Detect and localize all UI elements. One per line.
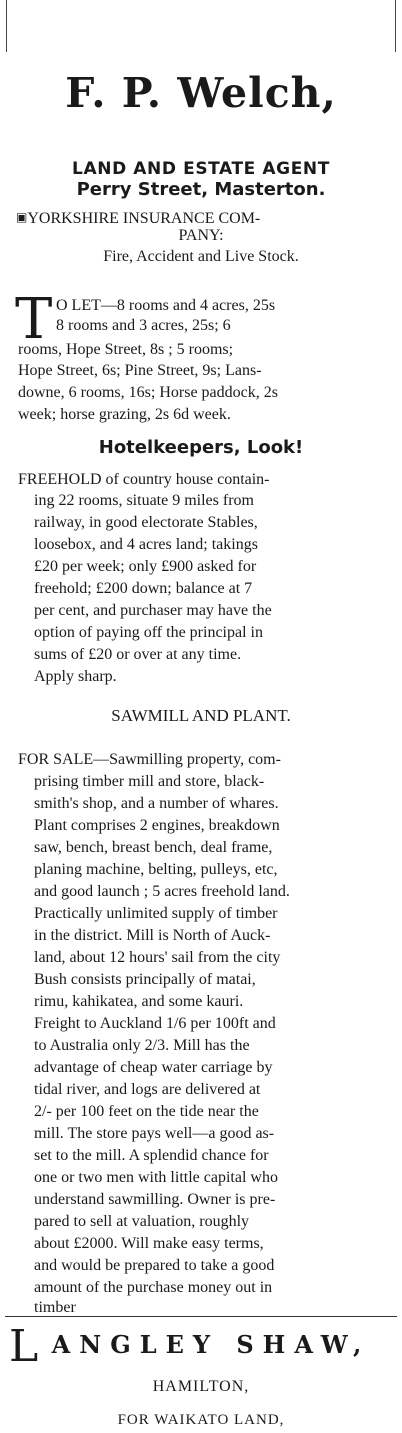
sawmill-line: Plant comprises 2 engines, breakdown bbox=[34, 817, 280, 834]
hotel-line: sums of £20 or over at any time. bbox=[34, 646, 242, 663]
langley-drop-cap: L bbox=[9, 1321, 39, 1372]
section-divider bbox=[5, 1316, 397, 1317]
sawmill-line: pared to sell at valuation, roughly bbox=[34, 1213, 250, 1230]
agent-address: Perry Street, Masterton. bbox=[76, 179, 326, 200]
sawmill-line: rimu, kahikatea, and some kauri. bbox=[34, 993, 244, 1010]
sawmill-line: timber bbox=[34, 1299, 76, 1316]
to-let-line: rooms, Hope Street, 8s ; 5 rooms; bbox=[18, 341, 234, 358]
sawmill-line: Bush consists principally of matai, bbox=[34, 971, 256, 988]
sawmill-line: prising timber mill and store, black- bbox=[34, 773, 265, 790]
sawmill-line: understand sawmilling. Owner is pre- bbox=[34, 1191, 276, 1208]
hotel-line: per cent, and purchaser may have the bbox=[34, 602, 272, 619]
insurance-line-1: ▣YORKSHIRE INSURANCE COM- bbox=[16, 210, 261, 227]
sawmill-line: land, about 12 hours' sail from the city bbox=[34, 949, 281, 966]
to-let-line: downe, 6 rooms, 16s; Horse paddock, 2s bbox=[18, 384, 278, 401]
right-border-rule bbox=[395, 0, 396, 52]
sawmill-line: in the district. Mill is North of Auck- bbox=[34, 927, 271, 944]
hotel-line: railway, in good electorate Stables, bbox=[34, 514, 258, 531]
insurance-line-2: PANY: bbox=[178, 227, 224, 244]
sawmill-line: one or two men with little capital who bbox=[34, 1169, 278, 1186]
sawmill-line: smith's shop, and a number of whares. bbox=[34, 795, 279, 812]
hotel-line: freehold; £200 down; balance at 7 bbox=[34, 580, 253, 597]
sawmill-heading: SAWMILL AND PLANT. bbox=[111, 706, 291, 725]
sawmill-line: and would be prepared to take a good bbox=[34, 1257, 275, 1274]
sawmill-line: and good launch ; 5 acres freehold land. bbox=[34, 883, 290, 900]
left-border-rule bbox=[6, 0, 7, 52]
hotel-line: FREEHOLD of country house contain- bbox=[18, 471, 270, 488]
sawmill-line: set to the mill. A splendid chance for bbox=[34, 1147, 269, 1164]
square-bullet-icon: ▣ bbox=[16, 210, 28, 224]
sawmill-line: 2/- per 100 feet on the tide near the bbox=[34, 1103, 259, 1120]
hamilton-line: HAMILTON, bbox=[152, 1378, 250, 1395]
agent-name: F. P. Welch, bbox=[65, 69, 337, 117]
sawmill-line: Practically unlimited supply of timber bbox=[34, 905, 278, 922]
sawmill-line: saw, bench, breast bench, deal frame, bbox=[34, 839, 273, 856]
sawmill-line: to Australia only 2/3. Mill has the bbox=[34, 1037, 250, 1054]
to-let-line: Hope Street, 6s; Pine Street, 9s; Lans- bbox=[18, 362, 262, 379]
to-let-line: week; horse grazing, 2s 6d week. bbox=[18, 406, 231, 423]
sawmill-line: tidal river, and logs are delivered at bbox=[34, 1081, 261, 1098]
hotel-line: Apply sharp. bbox=[34, 668, 117, 685]
sawmill-line: FOR SALE—Sawmilling property, com- bbox=[18, 751, 281, 768]
hotel-line: ing 22 rooms, situate 9 miles from bbox=[34, 492, 254, 509]
sawmill-line: advantage of cheap water carriage by bbox=[34, 1059, 273, 1076]
to-let-line: O LET—8 rooms and 4 acres, 25s bbox=[56, 297, 276, 314]
sawmill-line: mill. The store pays well—a good as- bbox=[34, 1125, 275, 1142]
hotel-line: option of paying off the principal in bbox=[34, 624, 263, 641]
insurance-line-3: Fire, Accident and Live Stock. bbox=[103, 248, 299, 265]
sawmill-line: planing machine, belting, pulleys, etc, bbox=[34, 861, 278, 878]
waikato-land-line: FOR WAIKATO LAND, bbox=[117, 1412, 285, 1428]
hotel-line: £20 per week; only £900 asked for bbox=[34, 558, 257, 575]
sawmill-line: Freight to Auckland 1/6 per 100ft and bbox=[34, 1015, 276, 1032]
langley-shaw-name: ANGLEY SHAW, bbox=[51, 1330, 371, 1359]
sawmill-line: about £2000. Will make easy terms, bbox=[34, 1235, 264, 1252]
sawmill-line: amount of the purchase money out in bbox=[34, 1279, 273, 1296]
hotel-line: loosebox, and 4 acres land; takings bbox=[34, 536, 258, 553]
to-let-line: 8 rooms and 3 acres, 25s; 6 bbox=[56, 317, 231, 334]
hotelkeepers-heading: Hotelkeepers, Look! bbox=[98, 437, 304, 458]
to-let-drop-cap: T bbox=[15, 287, 53, 352]
agent-title: LAND AND ESTATE AGENT bbox=[72, 159, 330, 179]
